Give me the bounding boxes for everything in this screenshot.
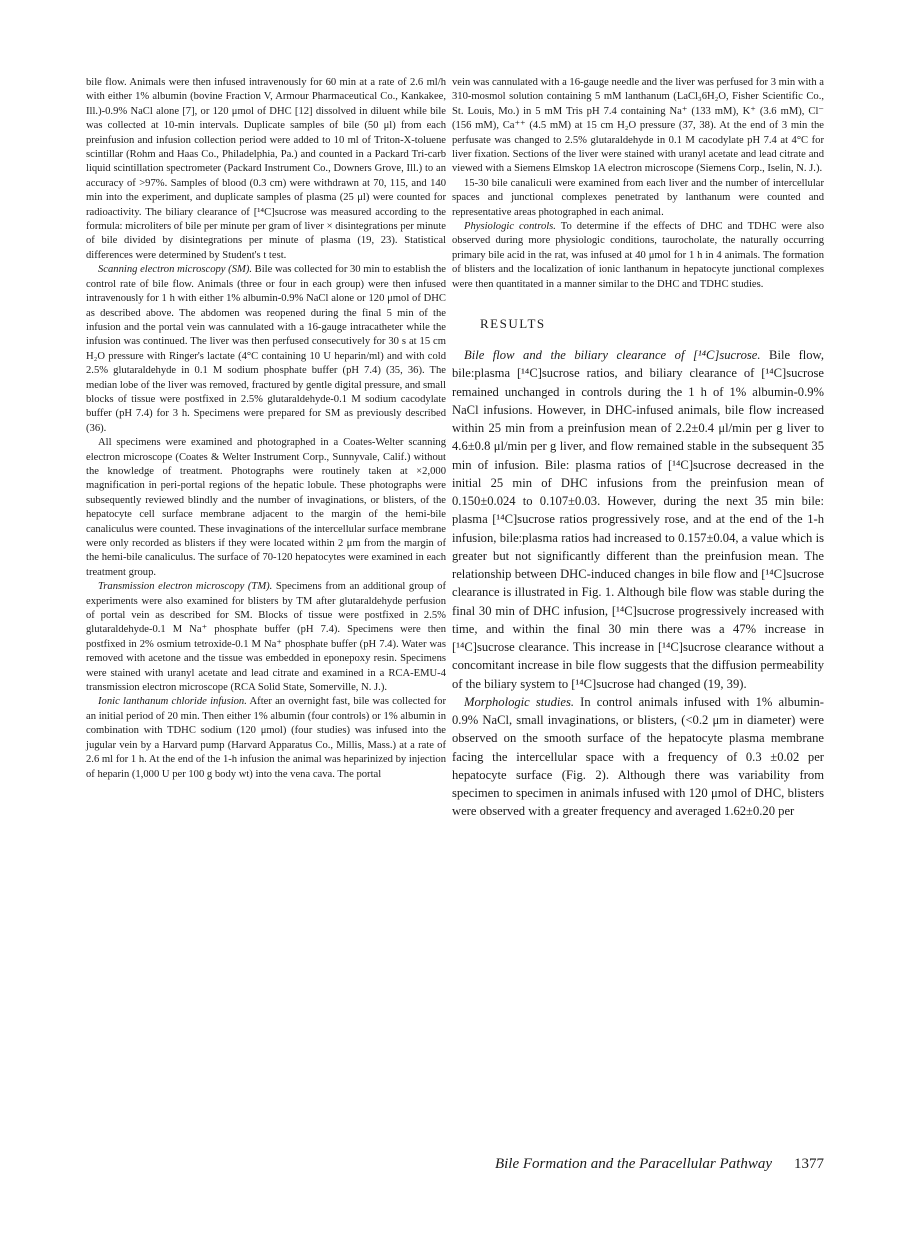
section-heading-morphologic: Morphologic studies. [464, 694, 575, 709]
paragraph-transmission-em [86, 580, 446, 695]
results-heading: RESULTS [480, 316, 546, 332]
left-column [86, 76, 446, 782]
paragraph-text: After an overnight fast, bile was collected for an initial period of 20 min. Then either 1% albumin (four controls) or 1% albumin in combination with TDHC sodium (120 μmol) (four studies) was infused into the jugular vein by a Harvard pump (Harvard Apparatus Co., Millis, Mass.) at a rate of 2.6 ml for 1 h. At the end of the 1-h infusion the animal was heparinized by injection of heparin (1,000 U per 100 g body wt) into the vena cava. The portal [86, 696, 446, 780]
section-heading-lanthanum: Ionic lanthanum chloride infusion. [98, 696, 247, 708]
section-heading-transmission-em: Transmission electron microscopy (TM). [98, 581, 273, 593]
paragraph-text: Specimens from an additional group of experiments were also examined for blisters by TM after glutaraldehyde perfusion of portal vein as described for SM. Blocks of tissue were postfixed in 2.5% glutaraldehyde-0.1 M Na⁺ phosphate buffer (pH 7.4). Specimens were then postfixed in 2% osmium tetroxide-0.1 M Na⁺ phosphate buffer (pH 7.4). Water was removed with acetone and the tissue was embedded in eponepoxy resin. Specimens were stained with uranyl acetate and lead citrate and examined in a RCA-EMU-4 transmission electron microscope (RCA Solid State, Somerville, N. J.). [86, 581, 446, 694]
running-title: Bile Formation and the Paracellular Pathway [494, 1156, 772, 1172]
page-footer [430, 1156, 824, 1173]
paragraph-physiologic-controls [452, 220, 824, 292]
paragraph-scanning-em [86, 263, 446, 436]
section-heading-physiologic-controls: Physiologic controls. [464, 221, 556, 233]
paragraph-text: Bile flow, bile:plasma [¹⁴C]sucrose ratios, and biliary clearance of [¹⁴C]sucrose remained unchanged in controls during the 1 h of 1% albumin-0.9% NaCl infusions. However, in DHC-infused animals, bile flow increased within 25 min from a preinfusion mean of 2.2±0.4 μl/min per g liver to 4.6±0.8 μl/min per g liver, and flow remained stable in the subsequent 35 min of infusion. Bile: plasma ratios of [¹⁴C]sucrose decreased in the initial 25 min of DHC infusions from the preinfusion mean of 0.150±0.024 to 0.107±0.03. However, during the next 35 min bile: plasma [¹⁴C]sucrose ratios progressively rose, and at the end of the 1-h infusion, bile:plasma ratios had increased to 0.157±0.04, a value which is greater but not significantly different than the preinfusion mean. The relationship between DHC-induced changes in bile flow and [¹⁴C]sucrose clearance is illustrated in Fig. 1. Although bile flow was stable during the final 30 min of DHC infusion, [¹⁴C]sucrose progressively increased with time, and within the final 30 min there was a 47% increase in [¹⁴C]sucrose clearance. This increase in [¹⁴C]sucrose clearance without a concomitant increase in bile flow suggests that the diffusion permeability of the biliary system to [¹⁴C]sucrose had changed (19, 39). [452, 348, 824, 691]
paragraph-bile-flow-results [452, 346, 824, 693]
paragraph-bile-flow: bile flow. Animals were then infused intravenously for 60 min at a rate of 2.6 ml/h with either 1% albumin (bovine Fraction V, Armour Pharmaceutical Co., Kankakee, Ill.)-0.9% NaCl alone [7], or 120 μmol of DHC [12] dissolved in diluent while bile was collected at 10-min intervals. Duplicate samples of bile (50 μl) from each preinfusion and infusion collection period were added to 10 ml of Triton-X-toluene scintillar (Rohm and Haas Co., Philadelphia, Pa.) and counted in a Packard Tri-carb liquid scintillation spectrometer (Packard Instrument Co., Downers Grove, Ill.) to an accuracy of >97%. Samples of blood (0.3 cm) were withdrawn at 70, 115, and 140 min into the experiment, and duplicate samples of plasma (25 μl) were counted for radioactivity. The biliary clearance of [¹⁴C]sucrose was measured according to the formula: microliters of bile per minute per gram of liver × disintegrations per minute of bile divided by disintegrations per minute of plasma (19, 23). Statistical differences were determined by Student's t test. [86, 77, 446, 261]
paragraph-canaliculi: 15-30 bile canaliculi were examined from each liver and the number of intercellular spaces and junctional complexes penetrated by lanthanum were counted and representative areas photographed in each animal. [452, 177, 824, 218]
section-heading-scanning-em: Scanning electron microscopy (SM). [98, 264, 252, 276]
paragraph-specimens: All specimens were examined and photographed in a Coates-Welter scanning electron microscope (Coates & Welter Instrument Corp., Sunnyvale, Calif.) without the knowledge of treatment. Photographs were routinely taken at ×2,000 magnification in peri-portal regions of the hepatic lobule. These photographs were subsequently reviewed blindly and the number of invaginations, or blisters, of the hepatocyte cell surface membrane adjacent to the margin of the hemi-bile canaliculus were counted. These invaginations of the intercellular surface membrane were only recorded as blisters if they were located within 2 μm from the margin of the hemi-bile canaliculus. The surface of 70-120 hepatocytes were examined in each treatment group. [86, 437, 446, 578]
paragraph-text: Bile was collected for 30 min to establish the control rate of bile flow. Animals (three or four in each group) were then infused intravenously for 1 h with either 1% albumin-0.9% NaCl alone or 120 μmol of DHC as described above. The abdomen was reopened during the final 5 min of the infusion and the portal vein was cannulated with a 16-gauge intracatheter while the infusion was continued. The liver was then perfused consecutively for 30 s at 15 cm H₂O pressure with Ringer's lactate (4°C containing 10 U heparin/ml) and with cold 2.5% glutaraldehyde in 0.1 M sodium phosphate buffer (pH 7.4) (35, 36). The median lobe of the liver was removed, fractured by gentle digital pressure, and small blocks of tissue were postfixed in 2.5% glutaraldehyde-0.1 M sodium cacodylate buffer (pH 7.4) for 3 h. Specimens were prepared for SM as previously described (36). [86, 264, 446, 434]
paragraph-morphologic-studies [452, 693, 824, 821]
section-heading-bile-flow: Bile flow and the biliary clearance of [¹⁴C]sucrose. [464, 348, 761, 363]
page-number: 1377 [794, 1156, 824, 1172]
paragraph-lanthanum-infusion [86, 695, 446, 781]
paragraph-text: To determine if the effects of DHC and TDHC were also observed during more physiologic conditions, taurocholate, the naturally occurring primary bile acid in the rat, was infused at 40 μmol for 1 h in 4 animals. The formation of blisters and the localization of ionic lanthanum in hepatocyte junctional complexes were then quantitated in a manner similar to the DHC and TDHC studies. [452, 221, 824, 290]
paragraph-portal-vein: vein was cannulated with a 16-gauge needle and the liver was perfused for 3 min with a 310-mosmol solution containing 5 mM lanthanum (LaCl₃6H₂O, Fisher Scientific Co., St. Louis, Mo.) in 5 mM Tris pH 7.4 containing Na⁺ (133 mM), K⁺ (3.6 mM), Cl⁻ (156 mM), Ca⁺⁺ (4.5 mM) at 15 cm H₂O pressure (37, 38). At the end of 3 min the perfusate was changed to 2.5% glutaraldehyde in 0.1 M cacodylate pH 7.4 at 4°C for liver fixation. Sections of the liver were stained with uranyl acetate and lead citrate and viewed with a Siemens Elmskop 1A electron microscope (Siemens Corp., Iselin, N. J.). [452, 77, 824, 175]
paragraph-text: In control animals infused with 1% albumin-0.9% NaCl, small invaginations, or blisters, (<0.2 μm in diameter) were observed on the smooth surface of the hepatocyte plasma membrane facing the intercellular space with a frequency of 0.3 ±0.02 per hepatocyte surface (Fig. 2). Although there was variability from specimen to specimen in animals infused with 120 μmol of DHC, blisters were observed with a greater frequency and averaged 1.62±0.20 per [452, 694, 825, 819]
right-column [452, 76, 824, 821]
